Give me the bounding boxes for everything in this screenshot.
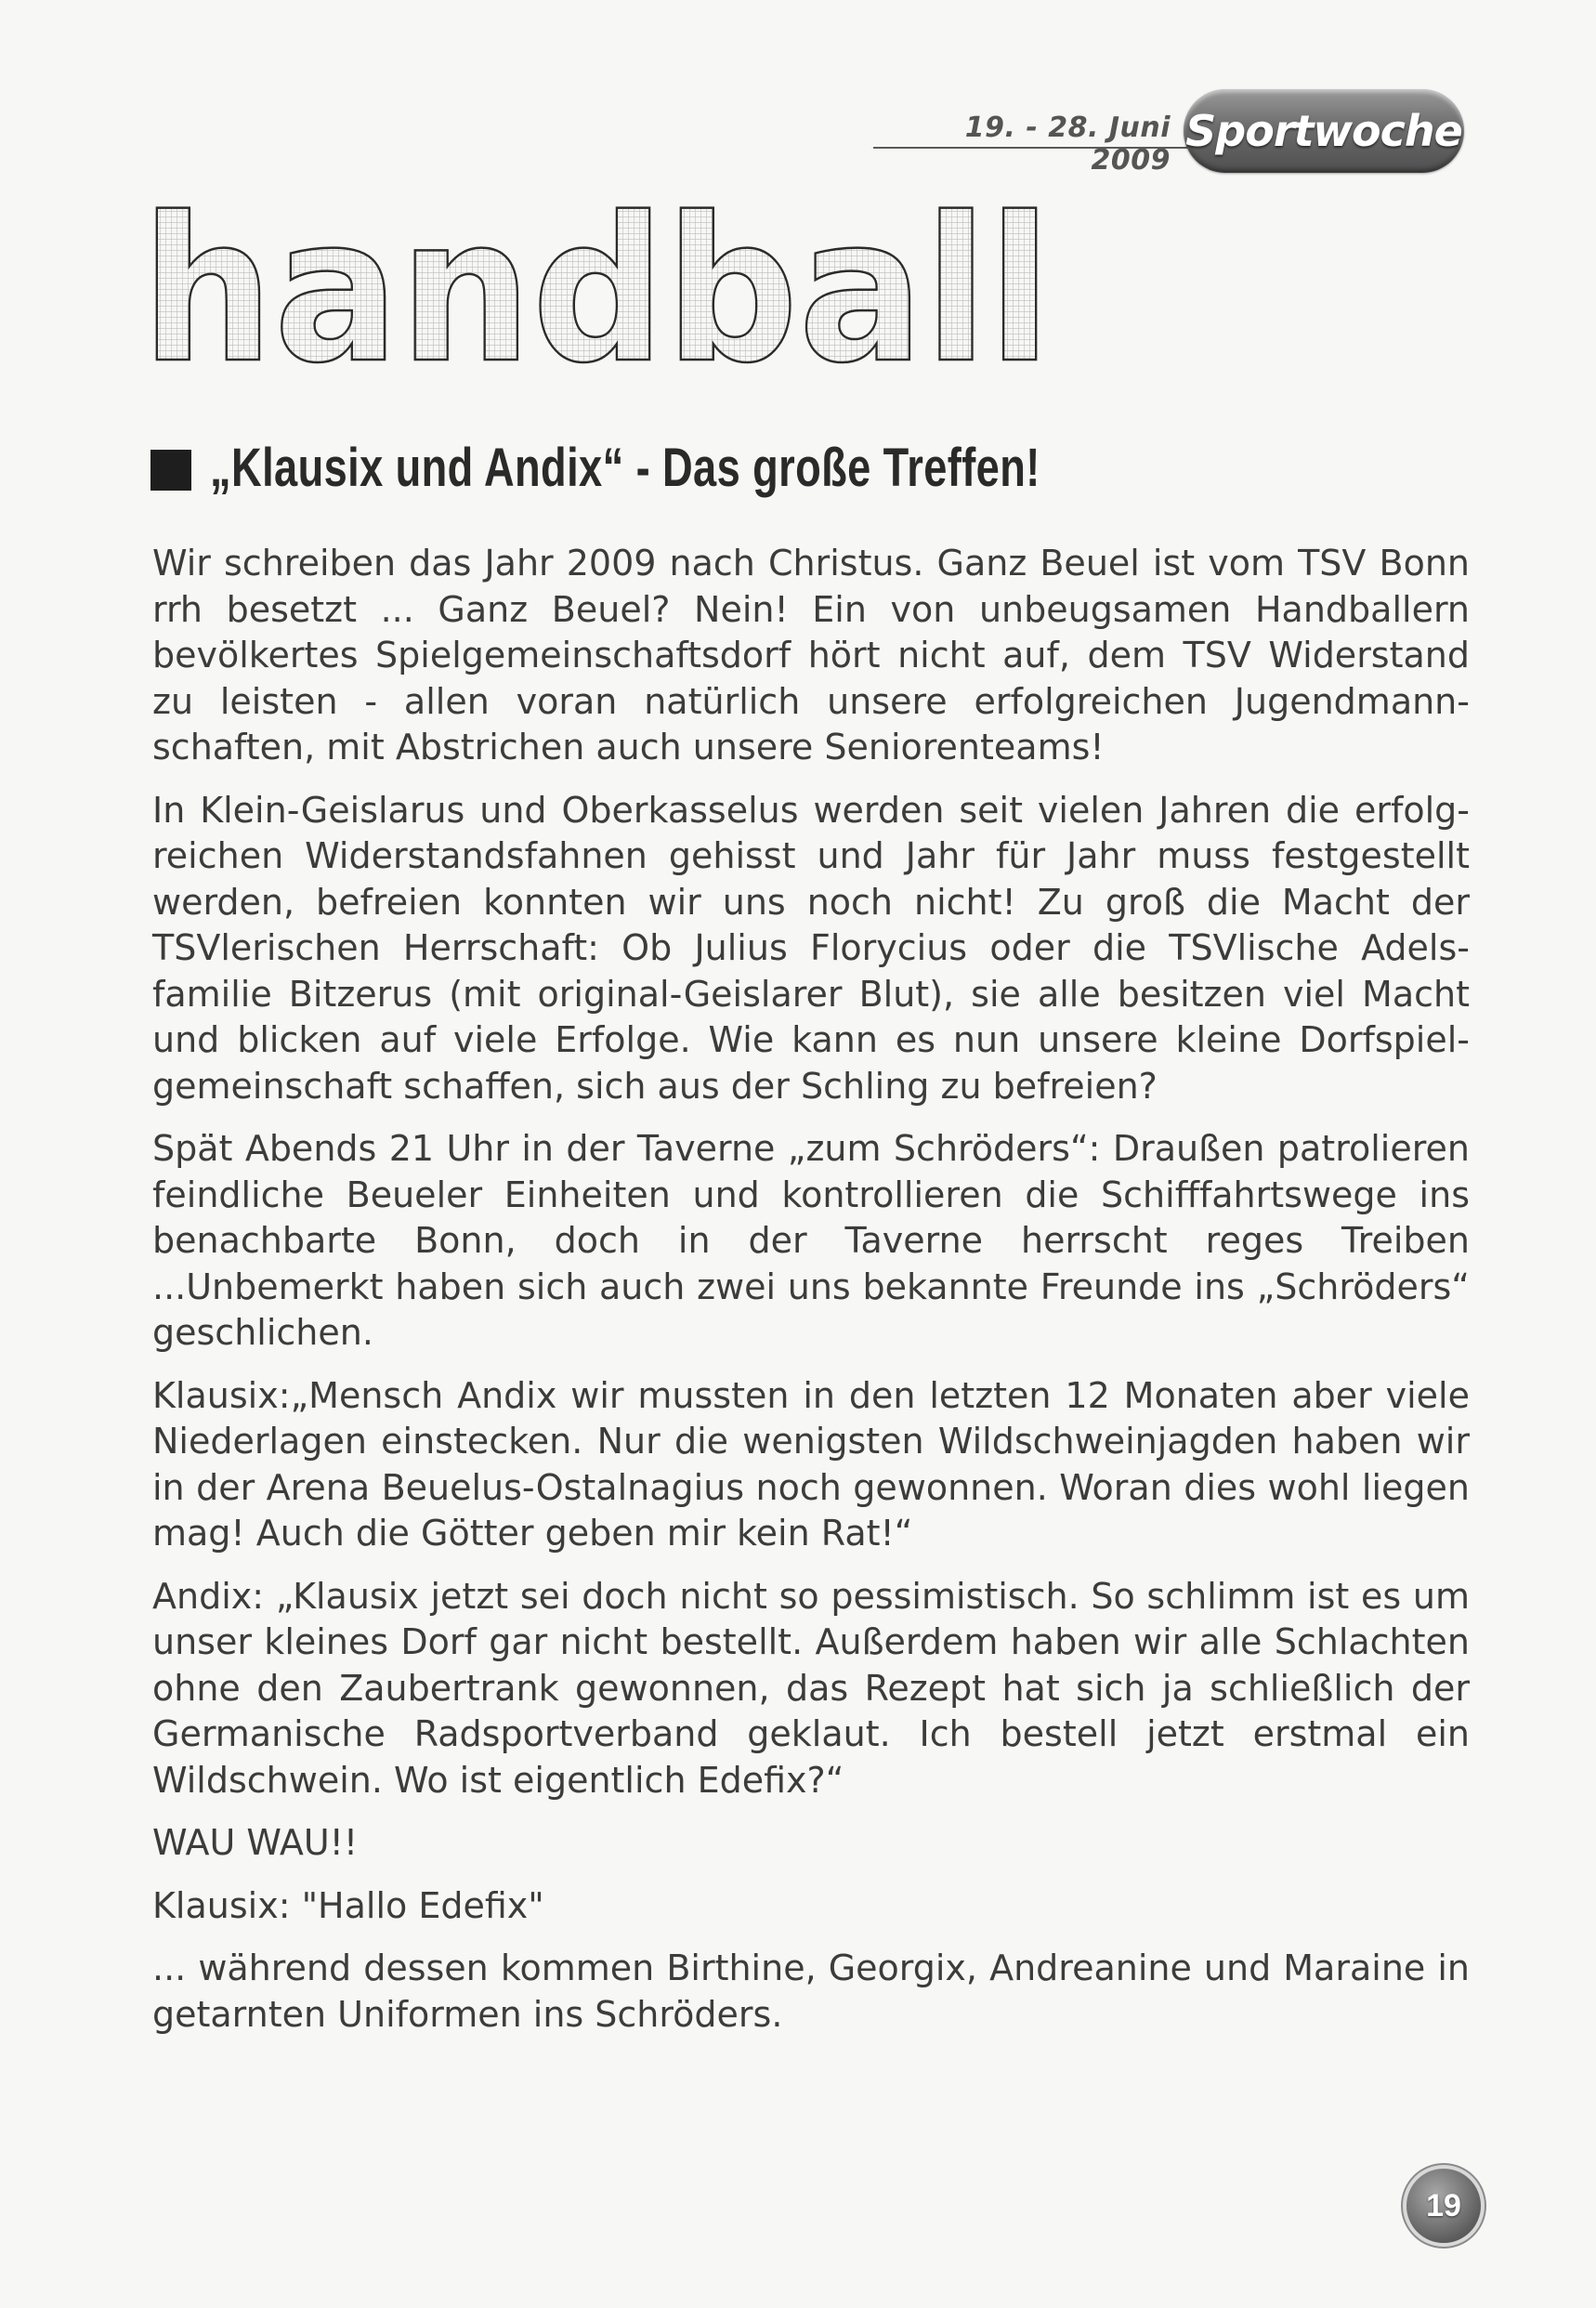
article-body: [152, 541, 1470, 2054]
paragraph: WAU WAU!!: [152, 1822, 359, 1863]
paragraph: Klausix: "Hallo Edefix": [152, 1884, 544, 1926]
masthead-word: handball: [141, 200, 1052, 386]
paragraph: ... während dessen kommen Birthine, Georgix, Andreanine und Maraine in getarnten Uniformen ins Schröders.: [152, 1947, 1470, 2035]
paragraph: Klausix:„Mensch Andix wir mussten in den letzten 12 Monaten aber viele Niederlagen einstecken. Nur die wenigsten Wildschweinjagden haben wir in der Arena Beuelus-Ostalnagius noch gewonnen. Woran dies wohl liegen mag! Auch die Götter geben mir kein Rat!“: [152, 1374, 1470, 1554]
paragraph: Andix: „Klausix jetzt sei doch nicht so pessimistisch. So schlimm ist es um unser kleines Dorf gar nicht bestellt. Außerdem haben wir alle Schlachten ohne den Zaubertrank gewonnen, das Rezept hat sich ja schließlich der Germanische Radsportverband geklaut. Ich bestell jetzt erstmal ein Wildschwein. Wo ist eigentlich Edefix?“: [152, 1575, 1470, 1801]
masthead-graphic: [137, 200, 1057, 386]
page-number: 19: [1406, 2169, 1481, 2243]
paragraph: In Klein-Geislarus und Oberkasselus werden seit vielen Jahren die erfolgreichen Widerstandsfahnen gehisst und Jahr für Jahr muss festgestellt werden, befreien konnten wir uns noch nicht! Zu groß die Macht der TSVlerischen Herrschaft: Ob Julius Florycius oder die TSVlische Adelsfamilie Bitzerus (mit original-Geislarer Blut), sie alle besitzen viel Macht und blicken auf viele Erfolge. Wie kann es nun unsere kleine Dorfspielgemeinschaft schaffen, sich aus der Schling zu befreien?: [152, 789, 1470, 1107]
paragraph: Wir schreiben das Jahr 2009 nach Christus. Ganz Beuel ist vom TSV Bonn rrh besetzt ... Ganz Beuel? Nein! Ein von unbeugsamen Handballern bevölkertes Spielgemeinschaftsdorf hört nicht auf, dem TSV Widerstand zu leisten - allen voran natürlich unsere erfolgreichen Jugendmannschaften, mit Abstrichen auch unsere Seniorenteams!: [152, 543, 1470, 767]
sportwoche-badge: Sportwoche: [1184, 89, 1464, 173]
section-masthead: [137, 200, 1057, 386]
issue-date: 19. - 28. Juni 2009: [964, 111, 1171, 177]
headline-bullet: [150, 450, 191, 491]
article-headline: „Klausix und Andix“ - Das große Treffen!: [210, 438, 1040, 498]
paragraph: Spät Abends 21 Uhr in der Taverne „zum Schröders“: Draußen patrolieren feindliche Beueler Einheiten und kontrollieren die Schifffahrtswege ins benachbarte Bonn, doch in der Taverne herrscht reges Treiben ...Unbemerkt haben sich auch zwei uns bekannte Freunde ins „Schröders“ geschlichen.: [152, 1128, 1470, 1353]
